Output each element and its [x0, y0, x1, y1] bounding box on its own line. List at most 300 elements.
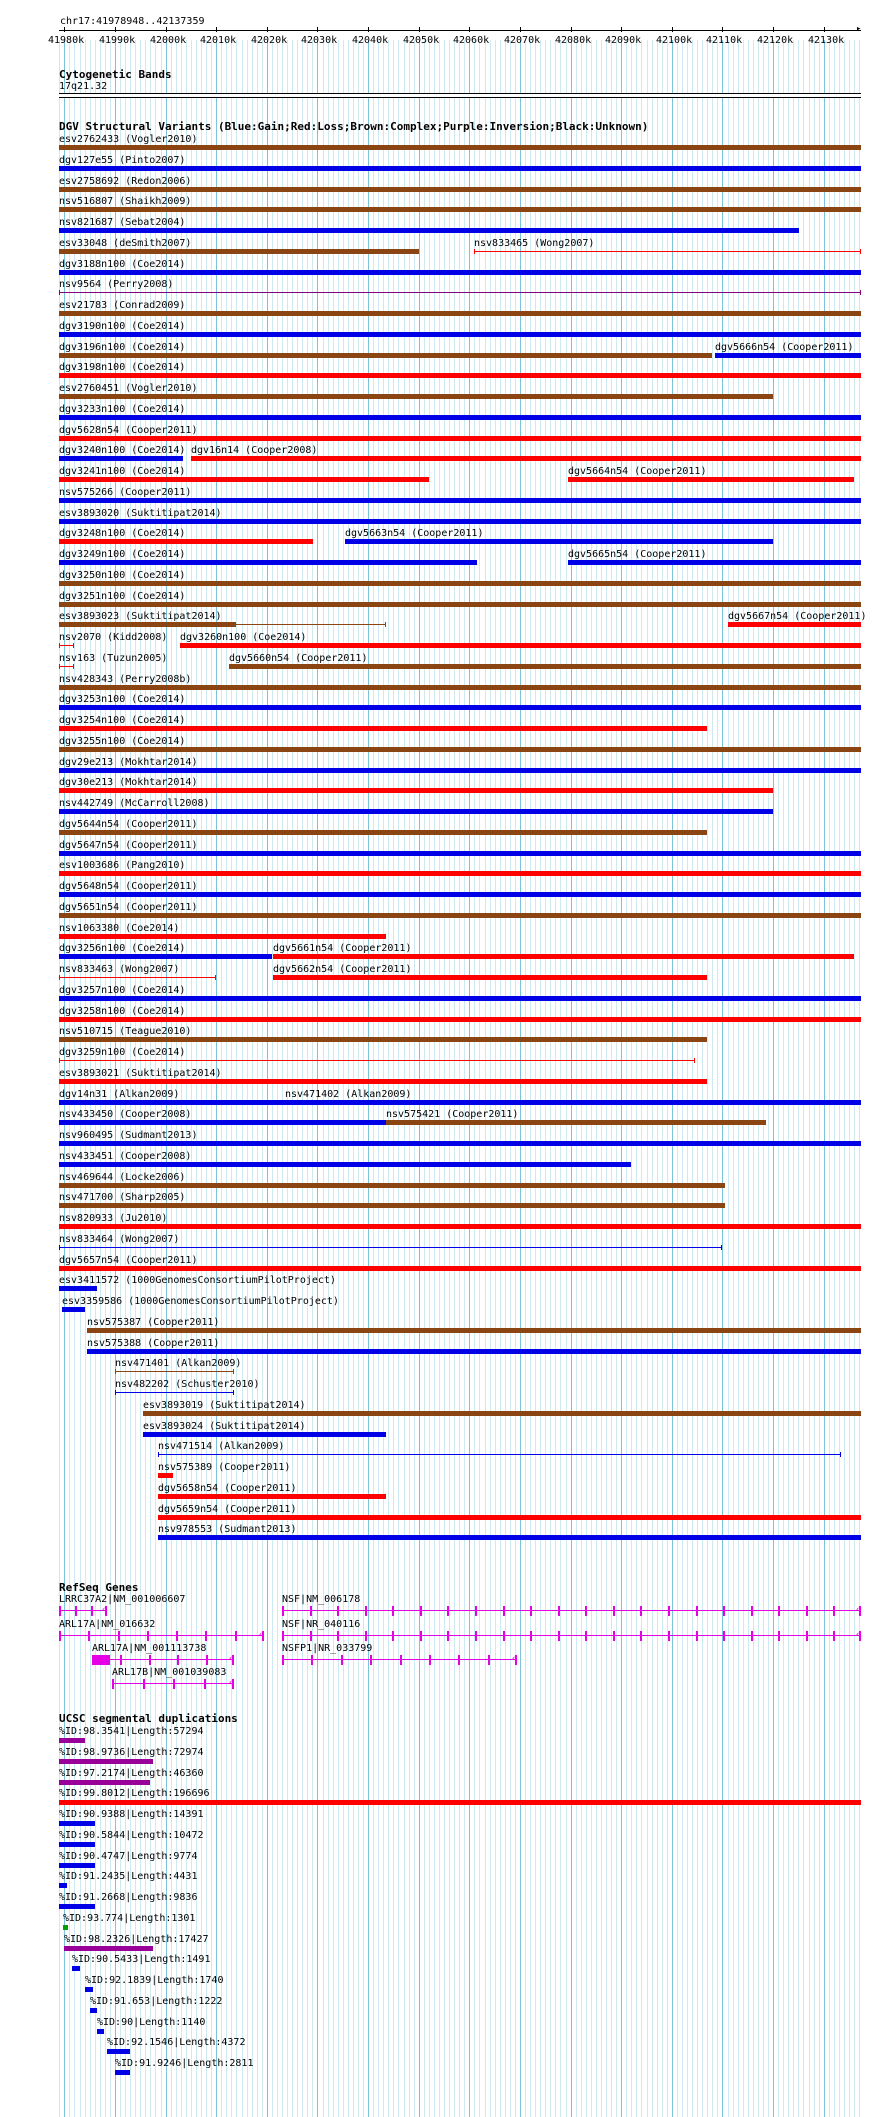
strand-arrow-icon: ‹ — [228, 1678, 234, 1688]
gene-exon — [458, 1655, 460, 1665]
sv-thin-bar[interactable] — [236, 624, 386, 625]
segdup-label[interactable]: %ID:90.9388|Length:14391 — [59, 1809, 204, 1820]
sv-label[interactable]: dgv5658n54 (Cooper2011) — [158, 1483, 297, 1494]
sv-thin-bar[interactable] — [474, 251, 861, 252]
strand-arrow-icon: ‹ — [101, 1605, 107, 1615]
sv-label[interactable]: esv3893019 (Suktitipat2014) — [143, 1400, 306, 1411]
ruler-tick-label: 42130k — [808, 35, 845, 46]
sv-thin-bar[interactable] — [115, 1392, 234, 1393]
sv-label[interactable]: nsv163 (Tuzun2005) — [59, 653, 168, 664]
sv-label[interactable]: esv2758692 (Redon2006) — [59, 176, 192, 187]
sv-label[interactable]: dgv5651n54 (Cooper2011) — [59, 902, 198, 913]
gene-exon — [282, 1655, 284, 1665]
sv-bar[interactable] — [59, 1079, 707, 1084]
gene-exon — [310, 1631, 312, 1641]
sv-label[interactable]: dgv3188n100 (Coe2014) — [59, 259, 186, 270]
sv-label[interactable]: esv21783 (Conrad2009) — [59, 300, 186, 311]
gene-exon — [833, 1631, 835, 1641]
sv-label[interactable]: esv3893023 (Suktitipat2014) — [59, 611, 222, 622]
segdup-bar[interactable] — [59, 1863, 95, 1868]
sv-thin-bar[interactable] — [115, 1371, 234, 1372]
gene-exon — [59, 1606, 61, 1616]
sv-label[interactable]: esv3893020 (Suktitipat2014) — [59, 508, 222, 519]
sv-label[interactable]: dgv3248n100 (Coe2014) — [59, 528, 186, 539]
gene-exon — [668, 1631, 670, 1641]
sv-thin-bar[interactable] — [59, 1060, 695, 1061]
gene-exon — [429, 1655, 431, 1665]
sv-label[interactable]: nsv471514 (Alkan2009) — [158, 1441, 285, 1452]
segdup-bar[interactable] — [59, 1883, 67, 1888]
segdup-bar[interactable] — [64, 1946, 153, 1951]
sv-bar[interactable] — [59, 830, 707, 835]
sv-label[interactable]: esv3893021 (Suktitipat2014) — [59, 1068, 222, 1079]
sv-bar[interactable] — [59, 1286, 97, 1291]
gene-exon — [613, 1606, 615, 1616]
sv-label[interactable]: nsv428343 (Perry2008b) — [59, 674, 192, 685]
sv-label[interactable]: dgv3250n100 (Coe2014) — [59, 570, 186, 581]
sv-label[interactable]: nsv821687 (Sebat2004) — [59, 217, 186, 228]
sv-bar[interactable] — [273, 975, 707, 980]
sv-label[interactable]: dgv16n14 (Cooper2008) — [191, 445, 318, 456]
sv-label[interactable]: nsv433450 (Cooper2008) — [59, 1109, 192, 1120]
segdup-bar[interactable] — [107, 2049, 130, 2054]
sv-bar[interactable] — [59, 622, 236, 627]
sv-label[interactable]: dgv3257n100 (Coe2014) — [59, 985, 186, 996]
sv-bar[interactable] — [59, 747, 861, 752]
ruler-tick-label: 42080k — [555, 35, 592, 46]
sv-label[interactable]: dgv5665n54 (Cooper2011) — [568, 549, 707, 560]
segdup-label[interactable]: %ID:93.774|Length:1301 — [63, 1913, 196, 1924]
sv-start-tick — [285, 1100, 286, 1105]
gene-exon — [475, 1606, 477, 1616]
sv-bar[interactable] — [158, 1515, 861, 1520]
ruler-tick-label: 42010k — [200, 35, 237, 46]
sv-label[interactable]: dgv5657n54 (Cooper2011) — [59, 1255, 198, 1266]
sv-bar[interactable] — [59, 270, 861, 275]
sv-bar[interactable] — [59, 477, 429, 482]
gene-exon — [235, 1631, 237, 1641]
sv-bar[interactable] — [715, 353, 861, 358]
sv-label[interactable]: nsv575387 (Cooper2011) — [87, 1317, 220, 1328]
sv-bar[interactable] — [59, 913, 861, 918]
segdup-bar[interactable] — [85, 1987, 93, 1992]
ruler-tick-label: 42100k — [656, 35, 693, 46]
sv-bar[interactable] — [59, 311, 861, 316]
sv-label[interactable]: nsv575389 (Cooper2011) — [158, 1462, 291, 1473]
ruler-tick — [621, 27, 622, 32]
ruler-tick-label: 41980k — [48, 35, 85, 46]
gene-exon — [365, 1606, 367, 1616]
ruler-tick — [115, 27, 116, 32]
sv-label[interactable]: nsv469644 (Locke2006) — [59, 1172, 186, 1183]
segdup-label[interactable]: %ID:91.2435|Length:4431 — [59, 1871, 198, 1882]
sv-label[interactable]: dgv29e213 (Mokhtar2014) — [59, 757, 198, 768]
gene-label[interactable]: NSF|NM_006178 — [282, 1594, 361, 1605]
sv-bar[interactable] — [59, 1203, 725, 1208]
sv-label[interactable]: dgv5647n54 (Cooper2011) — [59, 840, 198, 851]
gene-exon — [585, 1631, 587, 1641]
gene-exon — [173, 1679, 175, 1689]
gene-exon — [204, 1679, 206, 1689]
segdup-bar[interactable] — [63, 1925, 68, 1930]
sv-bar[interactable] — [59, 1162, 631, 1167]
segdup-bar[interactable] — [59, 1904, 95, 1909]
sv-label[interactable]: dgv5644n54 (Cooper2011) — [59, 819, 198, 830]
gene-exon — [503, 1606, 505, 1616]
sv-thin-bar[interactable] — [158, 1454, 841, 1455]
sv-bar[interactable] — [59, 1266, 861, 1271]
sv-bar[interactable] — [59, 1017, 861, 1022]
sv-bar[interactable] — [59, 581, 861, 586]
gene-label[interactable]: ARL17A|NM_016632 — [59, 1619, 156, 1630]
sv-bar[interactable] — [158, 1535, 861, 1540]
sv-label[interactable]: dgv5661n54 (Cooper2011) — [273, 943, 412, 954]
gene-exon — [475, 1631, 477, 1641]
sv-label[interactable]: dgv30e213 (Mokhtar2014) — [59, 777, 198, 788]
strand-arrow-icon: ‹ — [511, 1654, 517, 1664]
sv-label[interactable]: dgv3253n100 (Coe2014) — [59, 694, 186, 705]
sv-start-tick — [59, 1058, 60, 1063]
sv-bar[interactable] — [59, 332, 861, 337]
sv-bar[interactable] — [59, 685, 861, 690]
sv-bar[interactable] — [568, 560, 861, 565]
sv-label[interactable]: dgv3241n100 (Coe2014) — [59, 466, 186, 477]
gene-exon — [833, 1606, 835, 1616]
sv-label[interactable]: dgv3258n100 (Coe2014) — [59, 1006, 186, 1017]
gene-exon — [530, 1631, 532, 1641]
segdup-label[interactable]: %ID:99.8012|Length:196696 — [59, 1788, 210, 1799]
sv-bar[interactable] — [59, 788, 773, 793]
segdup-label[interactable]: %ID:90.5433|Length:1491 — [72, 1954, 211, 1965]
sv-label[interactable]: dgv14n31 (Alkan2009) — [59, 1089, 180, 1100]
sv-bar[interactable] — [59, 1183, 725, 1188]
sv-start-tick — [59, 1245, 60, 1250]
sv-bar[interactable] — [59, 456, 183, 461]
sv-bar[interactable] — [59, 373, 861, 378]
segdup-label[interactable]: %ID:97.2174|Length:46360 — [59, 1768, 204, 1779]
sv-label[interactable]: dgv5663n54 (Cooper2011) — [345, 528, 484, 539]
gene-exon — [147, 1631, 149, 1641]
sv-label[interactable]: dgv3260n100 (Coe2014) — [180, 632, 307, 643]
sv-thin-bar[interactable] — [285, 1102, 861, 1103]
sv-label[interactable]: nsv433451 (Cooper2008) — [59, 1151, 192, 1162]
sv-bar[interactable] — [273, 954, 854, 959]
gene-exon — [88, 1631, 90, 1641]
sv-end-tick — [73, 664, 74, 669]
sv-bar[interactable] — [59, 187, 861, 192]
gene-exon — [558, 1606, 560, 1616]
sv-bar[interactable] — [59, 1037, 707, 1042]
ruler-tick-label: 42000k — [150, 35, 187, 46]
sv-bar[interactable] — [59, 353, 712, 358]
sv-bar[interactable] — [59, 705, 861, 710]
sv-label[interactable]: nsv471401 (Alkan2009) — [115, 1358, 242, 1369]
ruler-tick-label: 42040k — [352, 35, 389, 46]
sv-bar[interactable] — [386, 1120, 766, 1125]
sv-end-tick — [860, 290, 861, 295]
sv-label[interactable]: nsv442749 (McCarroll2008) — [59, 798, 210, 809]
sv-label[interactable]: dgv3190n100 (Coe2014) — [59, 321, 186, 332]
sv-bar[interactable] — [180, 643, 861, 648]
gene-exon — [723, 1631, 725, 1641]
gene-intron-line[interactable] — [59, 1610, 107, 1611]
sv-bar[interactable] — [728, 622, 861, 627]
ruler-tick — [722, 27, 723, 32]
segdup-bar[interactable] — [115, 2070, 130, 2075]
sv-label[interactable]: nsv575388 (Cooper2011) — [87, 1338, 220, 1349]
gene-exon — [392, 1631, 394, 1641]
sv-start-tick — [59, 290, 60, 295]
ruler-tick-label: 42090k — [605, 35, 642, 46]
ruler-tick — [672, 27, 673, 32]
sv-label[interactable]: nsv1063380 (Coe2014) — [59, 923, 180, 934]
gene-label[interactable]: NSF|NR_040116 — [282, 1619, 361, 1630]
sv-label[interactable]: dgv3233n100 (Coe2014) — [59, 404, 186, 415]
gene-exon — [112, 1679, 114, 1689]
gene-exon — [778, 1606, 780, 1616]
sv-label[interactable]: nsv960495 (Sudmant2013) — [59, 1130, 198, 1141]
segdup-bar[interactable] — [97, 2029, 104, 2034]
dgv-track-title: DGV Structural Variants (Blue:Gain;Red:Loss;Brown:Complex;Purple:Inversion;Black:Unknown) — [59, 120, 649, 133]
cytoband-bar — [59, 93, 861, 98]
refseq-track-title: RefSeq Genes — [59, 1581, 139, 1594]
gene-exon — [668, 1606, 670, 1616]
sv-label[interactable]: dgv5628n54 (Cooper2011) — [59, 425, 198, 436]
gene-exon — [696, 1631, 698, 1641]
sv-label[interactable]: esv1003686 (Pang2010) — [59, 860, 186, 871]
sv-label[interactable]: nsv820933 (Ju2010) — [59, 1213, 168, 1224]
sv-label[interactable]: esv3411572 (1000GenomesConsortiumPilotProject) — [59, 1275, 336, 1286]
segdup-label[interactable]: %ID:92.1839|Length:1740 — [85, 1975, 224, 1986]
cytoband-title: Cytogenetic Bands — [59, 68, 172, 81]
gene-exon — [806, 1606, 808, 1616]
sv-thin-bar[interactable] — [59, 977, 216, 978]
position-label: chr17:41978948..42137359 — [60, 16, 205, 27]
sv-bar[interactable] — [59, 415, 861, 420]
sv-label[interactable]: nsv833465 (Wong2007) — [474, 238, 595, 249]
sv-bar[interactable] — [59, 726, 707, 731]
sv-label[interactable]: dgv5659n54 (Cooper2011) — [158, 1504, 297, 1515]
sv-bar[interactable] — [62, 1307, 85, 1312]
sv-label[interactable]: dgv3254n100 (Coe2014) — [59, 715, 186, 726]
gene-label[interactable]: ARL17B|NM_001039083 — [112, 1667, 227, 1678]
sv-label[interactable]: nsv9564 (Perry2008) — [59, 279, 174, 290]
sv-thin-bar[interactable] — [59, 1247, 722, 1248]
ruler-tick-label: 42060k — [453, 35, 490, 46]
sv-bar[interactable] — [143, 1411, 861, 1416]
sv-label[interactable]: dgv3249n100 (Coe2014) — [59, 549, 186, 560]
sv-label[interactable]: dgv5648n54 (Cooper2011) — [59, 881, 198, 892]
gene-exon — [311, 1655, 313, 1665]
gene-exon — [392, 1606, 394, 1616]
sv-thin-bar[interactable] — [59, 645, 74, 646]
strand-arrow-icon: ‹ — [228, 1654, 234, 1664]
sv-end-tick — [233, 1390, 234, 1395]
sv-bar[interactable] — [59, 436, 861, 441]
sv-bar[interactable] — [59, 145, 861, 150]
sv-bar[interactable] — [59, 560, 477, 565]
gene-exon — [723, 1606, 725, 1616]
sv-label[interactable]: nsv575421 (Cooper2011) — [386, 1109, 519, 1120]
sv-bar[interactable] — [568, 477, 854, 482]
gene-exon — [696, 1606, 698, 1616]
sv-bar[interactable] — [59, 519, 861, 524]
sv-bar[interactable] — [87, 1328, 861, 1333]
segdup-label[interactable]: %ID:98.9736|Length:72974 — [59, 1747, 204, 1758]
sv-bar[interactable] — [59, 207, 861, 212]
sv-label[interactable]: esv2762433 (Vogler2010) — [59, 134, 198, 145]
sv-start-tick — [474, 249, 475, 254]
gene-exon — [400, 1655, 402, 1665]
segdup-bar[interactable] — [72, 1966, 80, 1971]
segdup-label[interactable]: %ID:98.3541|Length:57294 — [59, 1726, 204, 1737]
segdup-label[interactable]: %ID:91.9246|Length:2811 — [115, 2058, 254, 2069]
sv-label[interactable]: nsv471700 (Sharp2005) — [59, 1192, 186, 1203]
sv-label[interactable]: dgv3259n100 (Coe2014) — [59, 1047, 186, 1058]
gene-exon — [447, 1631, 449, 1641]
segdup-label[interactable]: %ID:91.653|Length:1222 — [90, 1996, 223, 2007]
ruler-axis-line — [59, 30, 861, 31]
gene-exon — [613, 1631, 615, 1641]
sv-bar[interactable] — [59, 851, 861, 856]
sv-bar[interactable] — [59, 871, 861, 876]
gene-exon — [806, 1631, 808, 1641]
sv-label[interactable]: dgv5666n54 (Cooper2011) — [715, 342, 854, 353]
sv-bar[interactable] — [229, 664, 861, 669]
gene-exon — [143, 1679, 145, 1689]
sv-end-tick — [385, 622, 386, 627]
sv-label[interactable]: dgv127e55 (Pinto2007) — [59, 155, 186, 166]
ruler-tick-label: 42050k — [403, 35, 440, 46]
sv-label[interactable]: esv3359586 (1000GenomesConsortiumPilotProject) — [62, 1296, 339, 1307]
sv-bar[interactable] — [59, 249, 419, 254]
sv-label[interactable]: esv33048 (deSmith2007) — [59, 238, 192, 249]
sv-label[interactable]: nsv516807 (Shaikh2009) — [59, 196, 192, 207]
segdup-label[interactable]: %ID:90.5844|Length:10472 — [59, 1830, 204, 1841]
sv-bar[interactable] — [191, 456, 861, 461]
segdup-label[interactable]: %ID:91.2668|Length:9836 — [59, 1892, 198, 1903]
sv-label[interactable]: dgv5662n54 (Cooper2011) — [273, 964, 412, 975]
sv-start-tick — [158, 1452, 159, 1457]
sv-label[interactable]: nsv471402 (Alkan2009) — [285, 1089, 412, 1100]
sv-bar[interactable] — [59, 394, 773, 399]
gene-exon — [59, 1631, 61, 1641]
gene-label[interactable]: ARL17A|NM_001113738 — [92, 1643, 207, 1654]
sv-thin-bar[interactable] — [59, 666, 74, 667]
sv-label[interactable]: dgv5660n54 (Cooper2011) — [229, 653, 368, 664]
gene-intron-line[interactable] — [282, 1610, 861, 1611]
sv-thin-bar[interactable] — [59, 292, 861, 293]
segdup-label[interactable]: %ID:90|Length:1140 — [97, 2017, 206, 2028]
ruler-tick-label: 42070k — [504, 35, 541, 46]
gene-exon — [365, 1631, 367, 1641]
segdup-bar[interactable] — [59, 1759, 153, 1764]
strand-arrow-icon: ‹ — [258, 1630, 264, 1640]
strand-arrow-icon: ‹ — [855, 1630, 861, 1640]
segdup-bar[interactable] — [59, 1800, 861, 1805]
sv-bar[interactable] — [59, 1224, 861, 1229]
sv-bar[interactable] — [158, 1473, 173, 1478]
ruler-tick — [419, 27, 420, 32]
sv-bar[interactable] — [59, 934, 386, 939]
sv-label[interactable]: nsv510715 (Teague2010) — [59, 1026, 192, 1037]
sv-label[interactable]: nsv2070 (Kidd2008) — [59, 632, 168, 643]
sv-label[interactable]: nsv833464 (Wong2007) — [59, 1234, 180, 1245]
sv-label[interactable]: nsv575266 (Cooper2011) — [59, 487, 192, 498]
sv-bar[interactable] — [59, 768, 861, 773]
sv-label[interactable]: esv3893024 (Suktitipat2014) — [143, 1421, 306, 1432]
sv-label[interactable]: dgv3251n100 (Coe2014) — [59, 591, 186, 602]
sv-bar[interactable] — [59, 228, 799, 233]
sv-bar[interactable] — [59, 954, 272, 959]
sv-label[interactable]: dgv3255n100 (Coe2014) — [59, 736, 186, 747]
segdup-bar[interactable] — [90, 2008, 97, 2013]
ruler-tick — [469, 27, 470, 32]
sv-bar[interactable] — [59, 498, 861, 503]
segdup-bar[interactable] — [59, 1821, 95, 1826]
sv-bar[interactable] — [59, 1141, 861, 1146]
segdup-label[interactable]: %ID:98.2326|Length:17427 — [64, 1934, 209, 1945]
sv-label[interactable]: dgv3256n100 (Coe2014) — [59, 943, 186, 954]
ruler-tick — [824, 27, 825, 32]
sv-bar[interactable] — [59, 996, 861, 1001]
segdup-label[interactable]: %ID:92.1546|Length:4372 — [107, 2037, 246, 2048]
segdup-bar[interactable] — [59, 1738, 85, 1743]
segdup-bar[interactable] — [59, 1842, 95, 1847]
ruler-tick — [520, 27, 521, 32]
gene-exon — [530, 1606, 532, 1616]
strand-arrow-icon: ‹ — [855, 1605, 861, 1615]
sv-label[interactable]: dgv5667n54 (Cooper2011) — [728, 611, 867, 622]
sv-end-tick — [694, 1058, 695, 1063]
ruler-tick — [773, 27, 774, 32]
sv-bar[interactable] — [59, 809, 773, 814]
gene-exon — [558, 1631, 560, 1641]
sv-bar[interactable] — [59, 602, 861, 607]
gene-exon — [778, 1631, 780, 1641]
sv-label[interactable]: dgv3240n100 (Coe2014) — [59, 445, 186, 456]
sv-bar[interactable] — [158, 1494, 386, 1499]
ruler-tick — [166, 27, 167, 32]
sv-label[interactable]: dgv3198n100 (Coe2014) — [59, 362, 186, 373]
sv-bar[interactable] — [143, 1432, 386, 1437]
sv-label[interactable]: nsv978553 (Sudmant2013) — [158, 1524, 297, 1535]
ruler-tick-label: 42110k — [706, 35, 743, 46]
sv-label[interactable]: esv2760451 (Vogler2010) — [59, 383, 198, 394]
gene-exon — [640, 1631, 642, 1641]
ruler-tick — [317, 27, 318, 32]
gene-exon — [585, 1606, 587, 1616]
sv-bar[interactable] — [59, 166, 861, 171]
gene-exon — [91, 1606, 93, 1616]
gene-exon — [118, 1631, 120, 1641]
sv-bar[interactable] — [59, 892, 861, 897]
gene-label[interactable]: NSFP1|NR_033799 — [282, 1643, 373, 1654]
segdup-label[interactable]: %ID:90.4747|Length:9774 — [59, 1851, 198, 1862]
sv-bar[interactable] — [59, 539, 313, 544]
sv-label[interactable]: nsv482202 (Schuster2010) — [115, 1379, 260, 1390]
sv-bar[interactable] — [345, 539, 773, 544]
sv-bar[interactable] — [59, 1120, 393, 1125]
sv-label[interactable]: dgv5664n54 (Cooper2011) — [568, 466, 707, 477]
gene-label[interactable]: LRRC37A2|NM_001006607 — [59, 1594, 186, 1605]
segdup-bar[interactable] — [59, 1780, 150, 1785]
gene-intron-line[interactable] — [282, 1635, 861, 1636]
sv-label[interactable]: nsv833463 (Wong2007) — [59, 964, 180, 975]
gene-intron-line[interactable] — [92, 1659, 234, 1660]
sv-bar[interactable] — [87, 1349, 861, 1354]
sv-label[interactable]: dgv3196n100 (Coe2014) — [59, 342, 186, 353]
